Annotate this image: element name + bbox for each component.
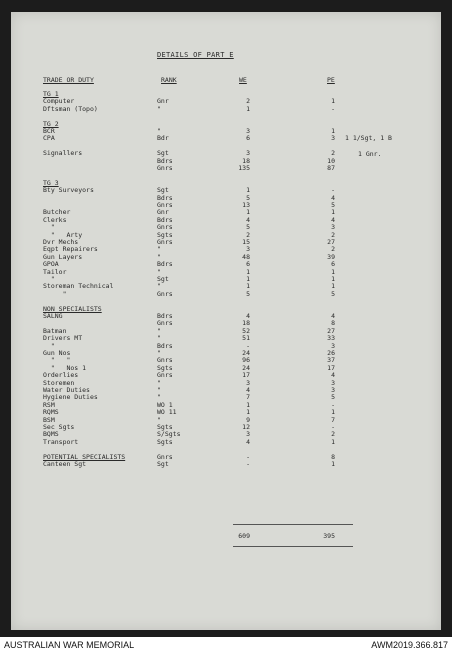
row-rank: Gnr (157, 97, 169, 106)
row-pe: 2 (331, 230, 335, 239)
row-rank: " (157, 245, 161, 254)
row-we: 3 (246, 149, 250, 158)
row-rank: " (157, 326, 161, 335)
row-trade: Orderlies (43, 371, 79, 380)
row-rank: " (157, 252, 161, 261)
row-we: 1 (246, 104, 250, 113)
row-rank: WO 11 (157, 408, 177, 417)
row-rank: Gnr (157, 208, 169, 217)
row-trade: " (43, 341, 55, 350)
row-we: 52 (242, 326, 250, 335)
row-rank: Bdrs (157, 193, 173, 202)
row-pe: 8 (331, 319, 335, 328)
row-pe: 1 (331, 267, 335, 276)
table-row (11, 460, 441, 468)
row-trade: Gun Layers (43, 252, 83, 261)
total-double-rule (233, 546, 353, 547)
row-we: 51 (242, 334, 250, 343)
row-pe: 37 (327, 356, 335, 365)
row-we: 17 (242, 371, 250, 380)
row-rank: " (157, 378, 161, 387)
row-trade: BSM (43, 415, 55, 424)
row-rank: Gnrs (157, 289, 173, 298)
header-rank: RANK (161, 76, 177, 84)
row-rank: Gnrs (157, 452, 173, 461)
row-we: 48 (242, 252, 250, 261)
row-we: 18 (242, 156, 250, 165)
row-trade: TG 1 (43, 90, 59, 98)
row-pe: 87 (327, 164, 335, 172)
row-trade: Batman (43, 326, 67, 335)
row-pe: 2 (331, 245, 335, 254)
row-pe: 3 (331, 341, 335, 350)
row-rank: Sgts (157, 230, 173, 239)
row-we: 4 (246, 312, 250, 320)
row-we: 5 (246, 289, 250, 298)
row-rank: Sgt (157, 275, 169, 283)
footer (0, 637, 452, 653)
row-we: 24 (242, 363, 250, 372)
row-pe: 1 (331, 275, 335, 283)
row-we: 24 (242, 349, 250, 357)
row-pe: 27 (327, 326, 335, 335)
row-we: 6 (246, 134, 250, 143)
row-rank: Sgts (157, 423, 173, 431)
row-trade: Storeman Technical (43, 282, 114, 291)
row-pe: 3 (331, 386, 335, 394)
row-pe: 3 (331, 134, 335, 143)
row-we: 5 (246, 223, 250, 232)
row-pe: - (331, 186, 335, 195)
row-rank: Gnrs (157, 238, 173, 246)
row-rank: Bdrs (157, 341, 173, 350)
row-trade: RQMS (43, 408, 59, 417)
row-pe: 4 (331, 371, 335, 380)
row-trade: Transport (43, 437, 79, 446)
row-we: 1 (246, 282, 250, 291)
row-trade: " Arty (43, 230, 83, 239)
row-trade: GPOA (43, 260, 59, 269)
row-trade: Storemen (43, 378, 75, 387)
row-trade: Computer (43, 97, 75, 106)
row-rank: Gnrs (157, 223, 173, 232)
row-rank: Bdrs (157, 156, 173, 165)
row-pe: 33 (327, 334, 335, 343)
row-trade: TG 2 (43, 119, 59, 128)
row-trade: CPA (43, 134, 55, 143)
row-pe: 10 (327, 156, 335, 165)
row-rank: Gnrs (157, 371, 173, 380)
row-pe: 5 (331, 393, 335, 402)
footer-accession: AWM2019.366.817 (371, 640, 448, 650)
row-we: 4 (246, 437, 250, 446)
row-trade: " " (43, 356, 71, 365)
row-trade: Gun Nos (43, 349, 71, 357)
row-trade: Drivers MT (43, 334, 83, 343)
footer-source: AUSTRALIAN WAR MEMORIAL (4, 640, 135, 650)
row-we: 1 (246, 408, 250, 417)
row-trade: TG 3 (43, 178, 59, 187)
row-pe: 4 (331, 312, 335, 320)
row-pe: 1 (331, 282, 335, 291)
row-pe: - (331, 104, 335, 113)
total-we: 609 (238, 532, 250, 540)
row-we: 12 (242, 423, 250, 431)
row-we: 1 (246, 275, 250, 283)
row-pe: 3 (331, 223, 335, 232)
row-trade: Water Duties (43, 386, 90, 394)
row-pe: 17 (327, 363, 335, 372)
row-we: 3 (246, 378, 250, 387)
row-pe: 1 (331, 437, 335, 446)
row-pe: 7 (331, 415, 335, 424)
row-pe: 1 (331, 460, 335, 468)
row-trade: Sec Sgts (43, 423, 75, 431)
row-trade: Dvr Mechs (43, 238, 79, 246)
row-pe: 6 (331, 260, 335, 269)
row-trade: Tailor (43, 267, 67, 276)
row-we: - (246, 460, 250, 468)
header-trade: TRADE OR DUTY (43, 76, 94, 84)
row-pe: - (331, 400, 335, 409)
row-we: 18 (242, 319, 250, 328)
row-note: 1 1/Sgt, 1 B (345, 134, 392, 143)
row-we: 13 (242, 201, 250, 209)
row-pe: 5 (331, 289, 335, 298)
total-pe: 395 (323, 532, 335, 540)
row-trade: Eqpt Repairers (43, 245, 98, 254)
row-rank: Gnrs (157, 201, 173, 209)
row-pe: 39 (327, 252, 335, 261)
row-we: 3 (246, 245, 250, 254)
row-pe: 1 (331, 408, 335, 417)
totals-row (11, 532, 441, 540)
row-trade: Clerks (43, 215, 67, 224)
row-rank: " (157, 127, 161, 135)
row-trade: Bty Surveyors (43, 186, 94, 195)
total-rule (233, 524, 353, 525)
row-we: 3 (246, 430, 250, 439)
row-we: 2 (246, 97, 250, 106)
row-rank: " (157, 104, 161, 113)
row-rank: Sgts (157, 363, 173, 372)
row-we: 1 (246, 208, 250, 217)
row-trade: SALNG (43, 312, 63, 320)
header-we: WE (239, 76, 247, 84)
row-trade: Dftsman (Topo) (43, 104, 98, 113)
row-rank: Bdrs (157, 215, 173, 224)
row-pe: 1 (331, 127, 335, 135)
row-rank: " (157, 393, 161, 402)
row-rank: Gnrs (157, 164, 173, 172)
row-pe: 27 (327, 238, 335, 246)
row-trade: Canteen Sgt (43, 460, 87, 468)
row-we: 3 (246, 127, 250, 135)
row-rank: " (157, 334, 161, 343)
row-pe: 4 (331, 193, 335, 202)
row-pe: - (331, 423, 335, 431)
row-trade: " (43, 275, 55, 283)
document-page (11, 12, 441, 630)
row-we: 1 (246, 400, 250, 409)
row-rank: " (157, 415, 161, 424)
row-we: 4 (246, 215, 250, 224)
row-trade: POTENTIAL SPECIALISTS (43, 452, 126, 461)
page-title: DETAILS OF PART E (157, 51, 234, 59)
row-pe: 2 (331, 430, 335, 439)
row-we: 15 (242, 238, 250, 246)
row-we: 96 (242, 356, 250, 365)
row-pe: 4 (331, 215, 335, 224)
row-pe: 26 (327, 349, 335, 357)
row-we: 9 (246, 415, 250, 424)
row-rank: Gnrs (157, 319, 173, 328)
header-pe: PE (327, 76, 335, 84)
row-trade: Hygiene Duties (43, 393, 98, 402)
row-trade: Butcher (43, 208, 71, 217)
row-trade: " (43, 223, 55, 232)
row-rank: " (157, 349, 161, 357)
row-rank: " (157, 386, 161, 394)
row-rank: Sgt (157, 149, 169, 158)
row-we: 1 (246, 186, 250, 195)
row-rank: Sgts (157, 437, 173, 446)
row-pe: 1 (331, 97, 335, 106)
row-rank: Bdrs (157, 312, 173, 320)
row-rank: " (157, 282, 161, 291)
row-we: 6 (246, 260, 250, 269)
row-rank: Gnrs (157, 356, 173, 365)
row-trade: Signallers (43, 149, 83, 158)
row-rank: Bdr (157, 134, 169, 143)
row-rank: Sgt (157, 460, 169, 468)
row-we: 135 (238, 164, 250, 172)
row-rank: " (157, 267, 161, 276)
row-trade: " Nos 1 (43, 363, 87, 372)
row-we: 4 (246, 386, 250, 394)
row-trade: BQMS (43, 430, 59, 439)
row-pe: 2 (331, 149, 335, 158)
row-we: - (246, 452, 250, 461)
row-we: 1 (246, 267, 250, 276)
row-rank: S/Sgts (157, 430, 181, 439)
row-trade: RSM (43, 400, 55, 409)
row-trade: " (43, 289, 67, 298)
row-trade: BCR (43, 127, 55, 135)
row-rank: Bdrs (157, 260, 173, 269)
row-pe: 5 (331, 201, 335, 209)
row-trade: NON SPECIALISTS (43, 304, 102, 313)
row-we: 5 (246, 193, 250, 202)
row-pe: 8 (331, 452, 335, 461)
row-rank: WO 1 (157, 400, 173, 409)
note-line-2: 1 Gnr. (358, 150, 382, 158)
row-pe: 3 (331, 378, 335, 387)
row-we: - (246, 341, 250, 350)
row-we: 7 (246, 393, 250, 402)
row-rank: Sgt (157, 186, 169, 195)
row-pe: 1 (331, 208, 335, 217)
row-we: 2 (246, 230, 250, 239)
